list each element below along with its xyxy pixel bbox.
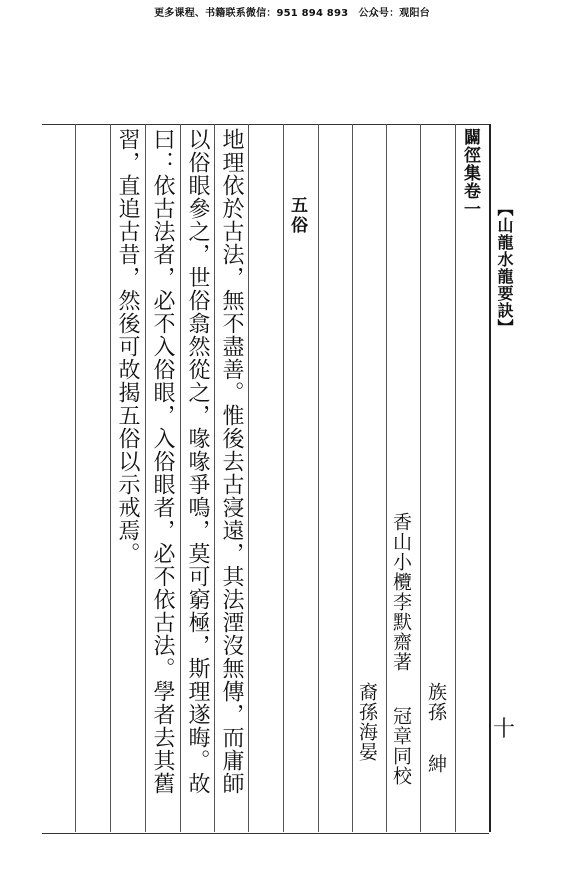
column-rule bbox=[180, 124, 181, 832]
column-rule bbox=[214, 124, 215, 832]
page-header: 更多课程、书籍联系微信：951 894 893 公众号：观阳台 bbox=[154, 8, 430, 19]
body-line: 以俗眼參之，世俗翕然從之，喙喙爭鳴，莫可窮極，斯理遂晦。故 bbox=[185, 128, 210, 795]
credit-descendant: 裔孫海晏 bbox=[356, 682, 378, 762]
column-rule bbox=[110, 124, 111, 832]
column-rule bbox=[455, 124, 456, 832]
column-rule bbox=[386, 124, 387, 832]
credit-clansman-label: 族孫 bbox=[425, 682, 447, 722]
column-rule bbox=[318, 124, 319, 832]
section-title: 五俗 bbox=[287, 196, 307, 236]
page-number: 十 bbox=[493, 717, 516, 742]
column-rule bbox=[420, 124, 421, 832]
column-rule bbox=[283, 124, 284, 832]
credit-coeditor: 冠章同校 bbox=[390, 706, 412, 786]
body-line: 地理依於古法，無不盡善。惟後去古寖遠，其法湮沒無傳，而庸師 bbox=[219, 128, 244, 795]
column-rule bbox=[145, 124, 146, 832]
column-rule bbox=[352, 124, 353, 832]
credit-author: 香山小欖李默齋著 bbox=[390, 512, 412, 672]
credit-clansman-name: 紳 bbox=[425, 754, 447, 774]
body-line: 曰：依古法者，必不入俗眼，入俗眼者，必不依古法。學者去其舊 bbox=[150, 128, 175, 795]
column-rule bbox=[489, 124, 491, 832]
body-line: 習，直追古昔，然後可故揭五俗以示戒焉。 bbox=[115, 128, 140, 565]
column-rule bbox=[248, 124, 249, 832]
volume-title: 闢徑集卷一 bbox=[460, 128, 480, 218]
running-title: 【山龍水龍要訣】 bbox=[495, 200, 514, 336]
column-rule bbox=[75, 124, 76, 832]
